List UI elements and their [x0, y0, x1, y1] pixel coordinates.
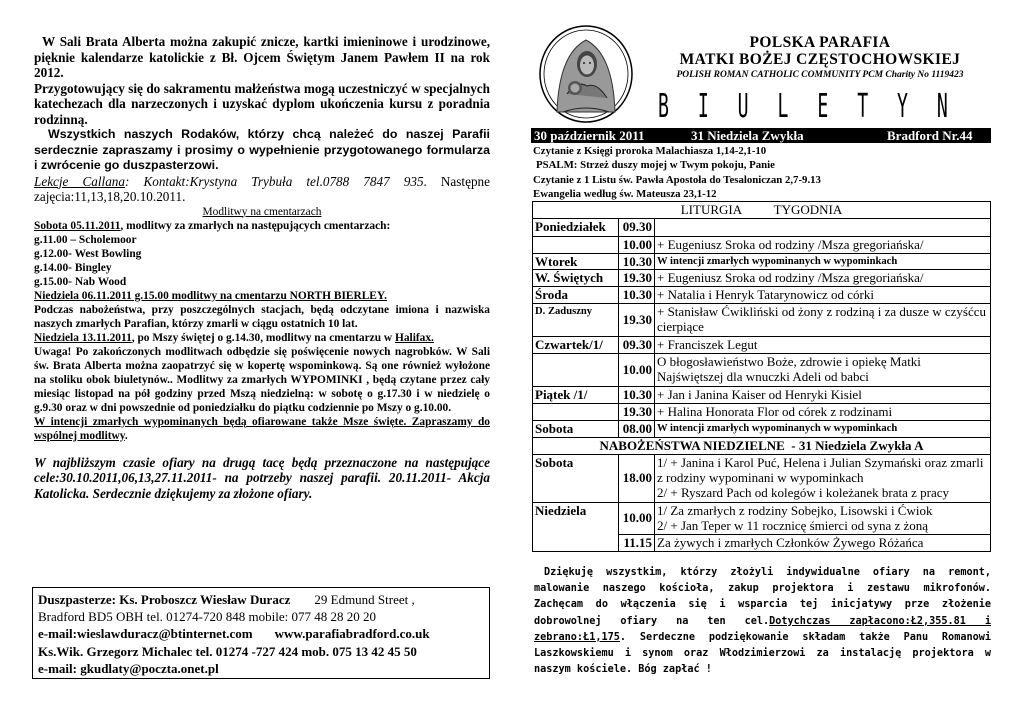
liturgy-day: Piątek /1/: [533, 387, 619, 404]
wypominki-text: W intencji zmarłych wypominanych będą ofiarowane także Msze święte. Zapraszamy do wspólnej modlitwy: [34, 415, 490, 442]
liturgy-time: 10.30: [619, 253, 655, 270]
sunday-heading: NABOŻEŃSTWA NIEDZIELNE - 31 Niedziela Zwykła A: [533, 438, 991, 455]
liturgy-time: 19.30: [619, 270, 655, 287]
liturgy-time: 10.30: [619, 387, 655, 404]
reading-item: Czytanie z Księgi proroka Malachiasza 1,14-2,1-10: [533, 145, 767, 157]
thanks-p2: . Serdeczne podziękowanie składam także Panu Romanowi Laszkowskiemu i synom oraz Włodzimierzowi za instalację projektora w naszym kościele. Bóg zapłać !: [534, 631, 991, 676]
liturgy-day: Czwartek/1/: [533, 337, 619, 354]
table-row: [533, 387, 991, 404]
halifax-text: , po Mszy świętej o g.14.30, modlitwy na cmentarzu w: [131, 331, 395, 344]
sunday-intention: Za żywych i zmarłych Członków Żywego Różańca: [655, 534, 991, 551]
liturgy-time: 08.00: [619, 421, 655, 438]
title-letter: N: [936, 85, 948, 125]
table-row: [533, 502, 991, 534]
marriage-rest: się do sakramentu małżeństwa mogą uczestniczyć w specjalnych katechezach dla narzeczonych i uzyskać dyplom ukończenia kursu z poradnia rodzinną.: [34, 80, 490, 127]
cemetery-date-3: Niedziela 13.11.2011: [34, 331, 132, 344]
halifax-notice: [34, 331, 490, 345]
table-row: [533, 304, 991, 337]
liturgy-intention: [655, 218, 991, 236]
table-row: [533, 236, 991, 253]
liturgy-day: Środa: [533, 287, 619, 304]
sunday-intention: 2/ + Jan Teper w 11 rocznicę śmierci od syna z żoną: [657, 518, 929, 533]
uwaga-notice: Uwaga! Po zakończonych modlitwach odbędzie się poświęcenie nowych nagrobków. W Sali św. Brata Alberta można zaopatrzyć się w kopertę wspominkową. Są one również wyłożone na stoliku obok biuletynów.. Modlitwy za zmarłych WYPOMINKI , będą czytane przez cały miesiąc listopad na pół godziny przed Mszą niedzielną: w sobotę o g.17.30 i w niedzielę o g.9.30 oraz w dni powszednie od poniedziałku do piątku codziennie po Mszy o g.10.00.: [34, 345, 490, 414]
contact-line-4: Ks.Wik. Grzegorz Michalec tel. 01274 -727 424 mob. 075 13 42 45 50: [38, 643, 417, 659]
table-row: [533, 287, 991, 304]
cemetery-date-2: Niedziela 06.11.2011 g.15.00 modlitwy na cmentarzu NORTH BIERLEY.: [34, 289, 387, 302]
table-row: [533, 270, 991, 287]
liturgy-intention: W intencji zmarłych wypominanych w wypominkach: [655, 421, 991, 438]
title-letter: U: [737, 85, 749, 125]
wypominki-end: .: [124, 429, 128, 442]
header-charity: POLISH ROMAN CATHOLIC COMMUNITY PCM Charity No 1119423: [676, 70, 964, 80]
sunday-day: Sobota: [533, 454, 619, 502]
sunday-intentions: [655, 454, 991, 502]
cemetery-item: g.15.00- Nab Wood: [34, 275, 127, 288]
title-letter: I: [697, 85, 709, 125]
liturgy-time: 10.30: [619, 287, 655, 304]
table-row: [533, 454, 991, 502]
liturgy-intention: + Halina Honorata Flor od córek z rodzinami: [655, 404, 991, 421]
sunday-day: Niedziela: [533, 502, 619, 551]
calendar-notice: W Sali Brata Alberta można zakupić znicze, kartki imieninowe i urodzinowe, pięknie kalendarze katolickie z Bł. Ojcem Świętym Janem Pawłem II na rok 2012.: [34, 34, 490, 80]
email-link[interactable]: e-mail:wieslawduracz@btinternet.com: [38, 626, 253, 642]
liturgy-intention: + Natalia i Henryk Tatarynowicz od córki: [655, 287, 991, 304]
contact-line-1: [38, 591, 484, 608]
left-column: [34, 34, 490, 501]
liturgy-day: D. Zaduszny: [533, 304, 619, 337]
readings: [533, 144, 993, 202]
thanks-p1: Dziękuję wszystkim, którzy złożyli indywidualne ofiary na remont, malowanie naszego kościoła, zakup projektora i zestawu mikrofonów. Zachęcam do włączenia się i wsparcia tej inicjatywy prze złożenie dobrowolnej ofiary na ten cel.: [534, 567, 991, 627]
thanks-amount: Dotychczas zapłacono:Ł2,355.81 i zebrano:Ł1,175: [534, 615, 991, 643]
table-row: [533, 421, 991, 438]
cemetery-intro: [34, 219, 490, 233]
liturgy-intention: + Eugeniusz Sroka od rodziny /Msza gregoriańska/: [655, 270, 991, 287]
table-row: [533, 337, 991, 354]
liturgy-intention: + Franciszek Legut: [655, 337, 991, 354]
contact-line-2: Bradford BD5 OBH tel. 01274-720 848 mobile: 077 48 28 20 20: [38, 609, 376, 625]
sunday-time: 11.15: [619, 534, 655, 551]
table-row: [533, 354, 991, 387]
liturgy-intention: + Eugeniusz Sroka od rodziny /Msza gregoriańska/: [655, 236, 991, 253]
parish-header: [640, 34, 1000, 81]
liturgy-intention: + Stanisław Ćwikliński od żony z rodziną i za dusze w czyśćcu cierpiące: [655, 304, 991, 337]
title-letter: T: [857, 85, 869, 125]
issue-date: 30 październik 2011: [534, 128, 645, 143]
reading-item: Ewangelia według św. Mateusza 23,1-12: [533, 188, 717, 201]
liturgy-time: 19.30: [619, 304, 655, 337]
liturgy-day: W. Świętych: [533, 270, 619, 287]
contact-line-3: [38, 625, 484, 642]
reading-item: PSALM: Strzeż duszy mojej w Twym pokoju, Panie: [536, 159, 775, 172]
madonna-icon: [537, 24, 635, 124]
liturgy-time: 10.00: [619, 236, 655, 253]
sunday-time: 18.00: [619, 454, 655, 502]
sunday-intention: 2/ + Ryszard Pach od kolegów i koleżanek brata z pracy: [657, 484, 949, 500]
issue-place: Bradford Nr.44: [887, 128, 973, 143]
cemetery-title: Modlitwy na cmentarzach: [202, 205, 322, 218]
cemetery-service-note: Podczas nabożeństwa, przy poszczególnych stacjach, będą odczytane imiona i nazwiska naszych zmarłych Parafian, którzy zmarli w ciągu ostatnich 10 lat.: [34, 303, 490, 330]
title-letter: L: [777, 85, 789, 125]
sunday-intentions: [655, 502, 991, 534]
liturgy-time: 19.30: [619, 404, 655, 421]
cemetery-date-1: Sobota 05.11.2011: [34, 219, 121, 232]
liturgy-day: Wtorek: [533, 253, 619, 270]
callan-rest: . Następne zajęcia:11,13,18,20.10.2011.: [34, 173, 490, 204]
contact-line-5: e-mail: gkudlaty@poczta.onet.pl: [38, 660, 219, 676]
wypominki-notice: [34, 415, 490, 443]
pastor-name: Duszpasterze: Ks. Proboszcz Wiesław Duracz: [38, 592, 291, 607]
liturgy-day: Sobota: [533, 421, 619, 438]
issue-bar: [531, 128, 991, 143]
liturgy-time: 09.30: [619, 337, 655, 354]
parish-invitation: Wszystkich naszych Rodaków, którzy chcą należeć do naszej Parafii serdecznie zapraszamy i prosimy o wypełnienie przygotowanego formularza i zwrócenie go duszpasterzowi.: [34, 127, 490, 172]
marriage-lead: Przygotowujący: [34, 80, 125, 96]
header-line-2: MATKI BOŻEJ CZĘSTOCHOWSKIEJ: [679, 51, 961, 68]
liturgy-intention: O błogosławieństwo Boże, zdrowie i opiekę Matki Najświętszej dla wnuczki Adeli od babci: [655, 354, 991, 387]
thanks-notice: [534, 565, 991, 678]
liturgy-heading: LITURGIA TYGODNIA: [533, 202, 991, 219]
title-letter: E: [817, 85, 829, 125]
title-letter: Y: [897, 85, 908, 125]
liturgy-intention: + Jan i Janina Kaiser od Henryki Kisiel: [655, 387, 991, 404]
address-street: 29 Edmund Street ,: [314, 592, 415, 607]
liturgy-time: 09.30: [619, 218, 655, 236]
liturgy-table: [532, 201, 991, 552]
marriage-notice: [34, 81, 490, 128]
cemetery-intro-text: , modlitwy za zmarłych na następujących cmentarzach:: [120, 219, 391, 232]
callan-notice: [34, 174, 490, 205]
collection-notice: W najbliższym czasie ofiary na drugą tacę będą przeznaczone na następujące cele:30.10.2011,06,13,27.11.2011- na potrzeby naszej parafii. 20.11.2011- Akcja Katolicka. Serdecznie dziękujemy za złożone ofiary.: [34, 454, 490, 501]
liturgy-day: Poniedziałek: [533, 218, 619, 236]
cemetery-list: [34, 233, 490, 289]
cemetery-item: g.11.00 – Scholemoor: [34, 233, 137, 246]
liturgy-day: [533, 236, 619, 253]
sunday-intention: 1/ Za zmarłych z rodziny Sobejko, Lisowski i Ćwiok: [657, 502, 933, 518]
callan-contact: : Kontakt:Krystyna Trybuła tel.0788 7847 935: [124, 173, 424, 189]
table-row: [533, 404, 991, 421]
issue-sunday: 31 Niedziela Zwykła: [691, 128, 804, 143]
liturgy-day: [533, 354, 619, 387]
header-line-1: POLSKA PARAFIA: [749, 34, 891, 51]
liturgy-time: 10.00: [619, 354, 655, 387]
website-link[interactable]: www.parafiabradford.co.uk: [274, 626, 430, 642]
title-letter: B: [658, 85, 669, 125]
liturgy-day: [533, 404, 619, 421]
liturgy-intention: W intencji zmarłych wypominanych w wypominkach: [655, 253, 991, 270]
reading-item: Czytanie z 1 Listu św. Pawła Apostoła do Tesaloniczan 2,7-9.13: [533, 173, 821, 186]
contact-box: [32, 587, 490, 679]
thanks-text: [534, 565, 991, 678]
table-row: [533, 253, 991, 270]
cemetery-item: g.12.00- West Bowling: [34, 247, 142, 260]
halifax-place: Halifax.: [394, 331, 434, 344]
sunday-time: 10.00: [619, 502, 655, 534]
sunday-intention: 1/ + Janina i Karol Puć, Helena i Julian Szymański oraz zmarli z rodziny wypominani w wypominkach: [657, 454, 984, 485]
cemetery-item: g.14.00- Bingley: [34, 261, 112, 274]
table-row: [533, 218, 991, 236]
bulletin-title: [658, 86, 948, 124]
callan-label: Lekcje Callana: [34, 173, 125, 189]
